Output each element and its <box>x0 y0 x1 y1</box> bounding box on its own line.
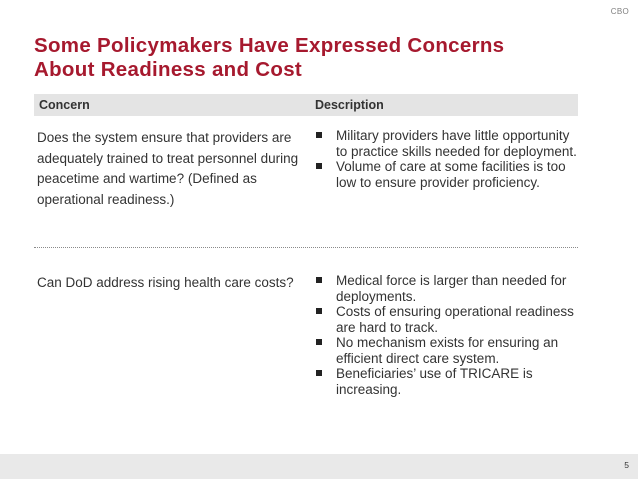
description-text: No mechanism exists for ensuring an efficient direct care system. <box>336 335 559 366</box>
slide-title-line-2: About Readiness and Cost <box>34 58 303 81</box>
square-bullet-icon <box>316 132 322 138</box>
square-bullet-icon <box>316 370 322 376</box>
description-text: Military providers have little opportunity to practice skills needed for deployment. <box>336 128 577 159</box>
org-label: CBO <box>610 7 629 16</box>
description-text: Medical force is larger than needed for deployments. <box>336 273 567 304</box>
square-bullet-icon <box>316 339 322 345</box>
list-item <box>314 304 578 335</box>
square-bullet-icon <box>316 277 322 283</box>
table-row <box>34 248 578 397</box>
list-item <box>314 366 578 397</box>
concern-text: Does the system ensure that providers are adequately trained to treat personnel during peacetime and wartime? (Defined as operational readiness.) <box>37 130 299 207</box>
concerns-table <box>34 94 578 397</box>
list-item <box>314 335 578 366</box>
list-item <box>314 273 578 304</box>
slide-title <box>34 34 604 82</box>
page-number: 5 <box>624 460 629 470</box>
description-list <box>314 273 578 397</box>
description-text: Beneficiaries’ use of TRICARE is increasing. <box>336 366 533 397</box>
column-header-description: Description <box>315 98 384 112</box>
footer-bar <box>0 454 638 479</box>
slide-title-line-1: Some Policymakers Have Expressed Concerns <box>34 34 505 57</box>
description-list <box>314 128 578 247</box>
list-item <box>314 128 578 159</box>
description-text: Costs of ensuring operational readiness are hard to track. <box>336 304 574 335</box>
list-item <box>314 159 578 190</box>
description-text: Volume of care at some facilities is too low to ensure provider proficiency. <box>336 159 566 190</box>
square-bullet-icon <box>316 308 322 314</box>
square-bullet-icon <box>316 163 322 169</box>
column-header-concern: Concern <box>39 98 90 112</box>
table-row <box>34 116 578 248</box>
table-header <box>34 94 578 116</box>
concern-text: Can DoD address rising health care costs? <box>37 275 294 290</box>
